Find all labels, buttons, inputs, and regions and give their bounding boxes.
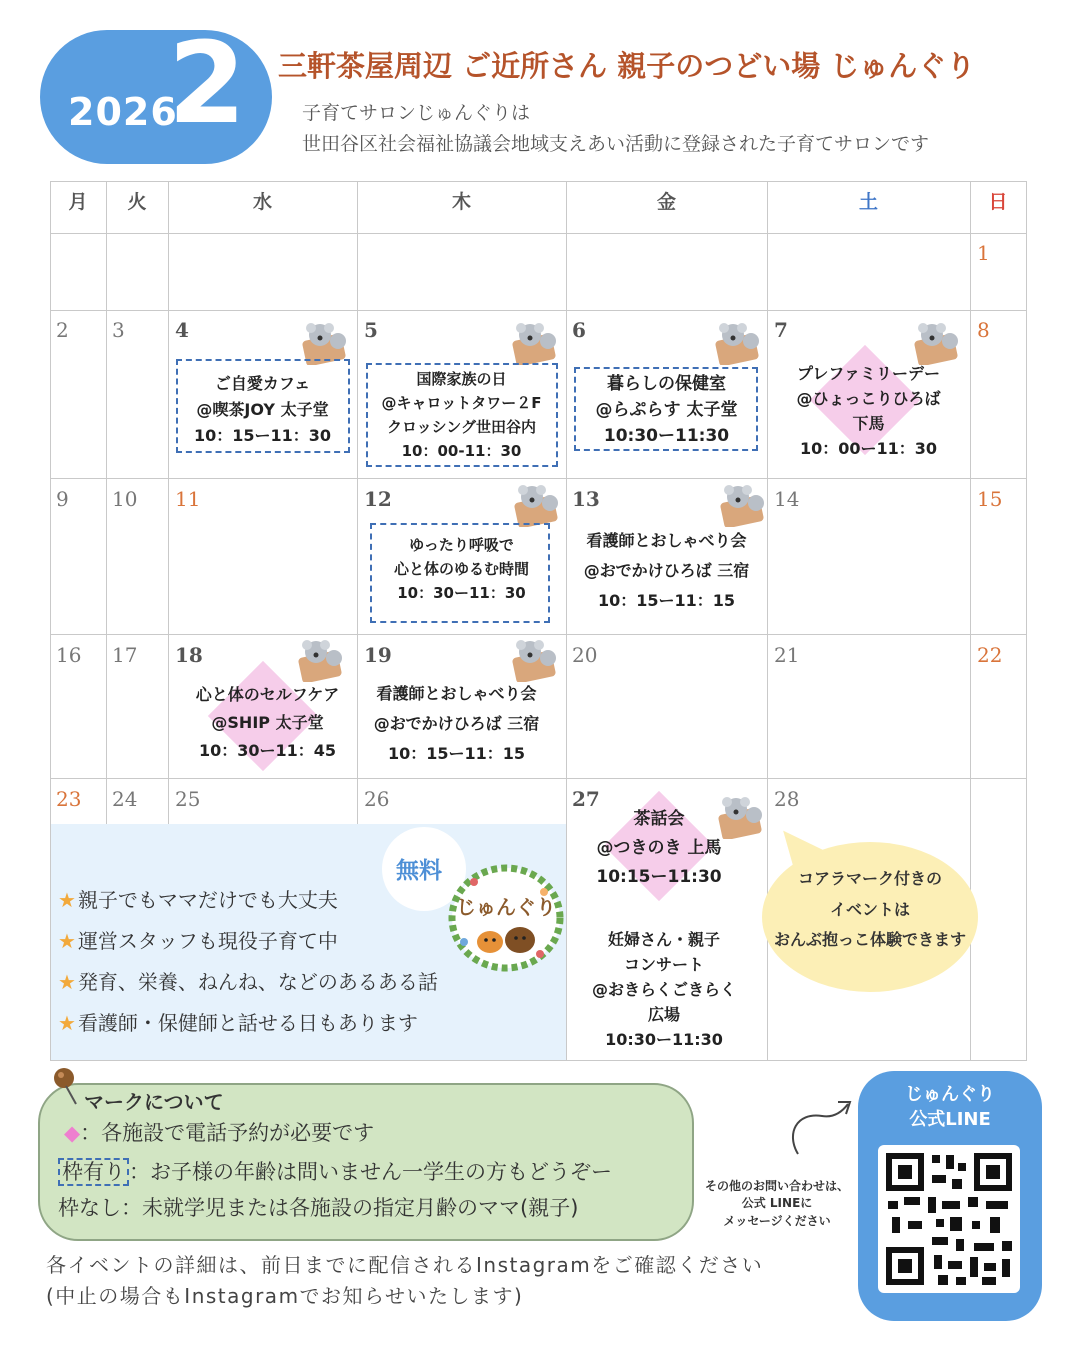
line-title: じゅんぐり 公式LINE <box>905 1084 995 1131</box>
koala-icon <box>718 481 774 527</box>
legend-diamond-row: ◆：各施設で電話予約が必要です <box>64 1121 375 1145</box>
feature-point: ★ 発育、栄養、ねんね、などのあるある話 <box>58 970 438 994</box>
day-number: 25 <box>175 787 201 811</box>
day-number: 12 <box>364 487 392 511</box>
koala-icon <box>912 319 968 365</box>
month-number: 2 <box>168 19 246 149</box>
intro-line-1: 子育てサロンじゅんぐりは <box>302 102 531 124</box>
intro-line-2: 世田谷区社会福祉協議会地域支えあい活動に登録された子育てサロンです <box>302 133 930 155</box>
junguri-logo <box>444 862 568 974</box>
qr-code-icon <box>878 1145 1020 1293</box>
event-day-6: 暮らしの保健室 @らぷらす 太子堂 10:30ー11:30 <box>595 374 738 446</box>
pushpin-icon <box>50 1066 80 1106</box>
feature-point: ★ 看護師・保健師と話せる日もあります <box>58 1011 418 1035</box>
koala-icon <box>512 481 568 527</box>
diamond-icon: ◆ <box>64 1121 81 1145</box>
feature-point: ★ 運営スタッフも現役子育て中 <box>58 929 338 953</box>
event-day-4: ご自愛カフェ @喫茶JOY 太子堂 10：15ー11：30 <box>193 374 332 445</box>
day-number: 26 <box>364 787 390 811</box>
day-number: 8 <box>977 318 990 342</box>
legend-noframe-row: 枠なし：未就学児または各施設の指定月齢のママ(親子) <box>58 1196 579 1220</box>
weekday-wed: 水 <box>252 191 272 213</box>
day-number: 7 <box>774 318 788 342</box>
feature-point: ★ 親子でもママだけでも大丈夫 <box>58 888 338 912</box>
day-number: 28 <box>774 787 800 811</box>
instagram-note: 各イベントの詳細は、前日までに配信されるInstagramをご確認ください <box>46 1253 764 1277</box>
weekday-thu: 木 <box>451 191 471 213</box>
day-number: 5 <box>364 318 378 342</box>
weekday-sun: 日 <box>988 191 1008 213</box>
event-day-13: 看護師とおしゃべり会 @おでかけひろば 三宿 10：15ー11：15 <box>583 531 750 610</box>
day-number: 21 <box>774 643 800 667</box>
bubble-line-1: コアラマーク付きの <box>797 869 942 888</box>
star-icon: ★ <box>58 929 76 953</box>
event-day-27-concert: 妊婦さん・親子 コンサート @おきらくごきらく 広場 10:30ー11:30 <box>591 930 736 1049</box>
frame-mark: 枠有り <box>58 1158 129 1186</box>
event-day-18: 心と体のセルフケア @SHIP 太子堂 10：30ー11：45 <box>195 685 340 760</box>
star-icon: ★ <box>58 888 76 912</box>
event-day-27-tea: 茶話会 @つきのき 上馬 10:15ー11:30 <box>596 809 722 887</box>
event-day-19: 看護師とおしゃべり会 @おでかけひろば 三宿 10：15ー11：15 <box>373 684 540 763</box>
star-icon: ★ <box>58 970 76 994</box>
legend-title: マークについて <box>84 1090 224 1114</box>
page-title: 三軒茶屋周辺 ご近所さん 親子のつどい場 じゅんぐり <box>278 49 976 83</box>
cancel-note: (中止の場合もInstagramでお知らせいたします) <box>46 1284 524 1308</box>
koala-icon <box>713 319 769 365</box>
day-number: 10 <box>112 487 138 511</box>
weekday-fri: 金 <box>656 191 676 213</box>
koala-icon <box>510 636 566 682</box>
day-number: 9 <box>56 487 69 511</box>
event-day-5: 国際家族の日 @キャロットタワー２F クロッシング世田谷内 10：00-11：30 <box>381 370 542 460</box>
day-number: 24 <box>112 787 138 811</box>
day-number: 13 <box>572 487 600 511</box>
day-number: 27 <box>572 787 600 811</box>
day-number: 20 <box>572 643 598 667</box>
day-number: 11 <box>175 487 201 511</box>
day-number: 6 <box>572 318 586 342</box>
day-number: 19 <box>364 643 392 667</box>
contact-note: その他のお問い合わせは、 公式 LINEに メッセージください <box>704 1179 849 1228</box>
day-number: 4 <box>175 318 189 342</box>
svg-text:じゅんぐり: じゅんぐり <box>456 895 556 919</box>
day-number: 18 <box>175 643 203 667</box>
day-number: 2 <box>56 318 69 342</box>
day-number: 17 <box>112 643 138 667</box>
day-number: 22 <box>977 643 1003 667</box>
qr-code[interactable] <box>878 1145 1020 1293</box>
koala-icon <box>510 319 566 365</box>
day-number: 1 <box>977 241 990 265</box>
weekday-tue: 火 <box>127 191 147 213</box>
free-label: 無料 <box>396 858 442 884</box>
event-day-7: プレファミリーデー @ひょっこりひろば 下馬 10：00ー11：30 <box>796 364 941 458</box>
bubble-line-3: おんぶ抱っこ体験できます <box>773 930 966 949</box>
event-day-12: ゆったり呼吸で 心と体のゆるむ時間 10：30ー11：30 <box>393 536 529 602</box>
bubble-line-2: イベントは <box>829 900 910 919</box>
legend-frame-row: 枠有り ：お子様の年齢は問いません一学生の方もどうぞー <box>58 1156 612 1186</box>
day-number: 14 <box>774 487 800 511</box>
star-icon: ★ <box>58 1011 76 1035</box>
day-number: 15 <box>977 487 1003 511</box>
curved-arrow-icon <box>786 1094 856 1158</box>
day-number: 16 <box>56 643 82 667</box>
weekday-mon: 月 <box>68 191 88 213</box>
weekday-sat: 土 <box>858 191 878 213</box>
day-number: 3 <box>112 318 125 342</box>
year-label: 2026 <box>68 90 178 134</box>
day-number: 23 <box>56 787 82 811</box>
koala-icon <box>296 636 352 682</box>
